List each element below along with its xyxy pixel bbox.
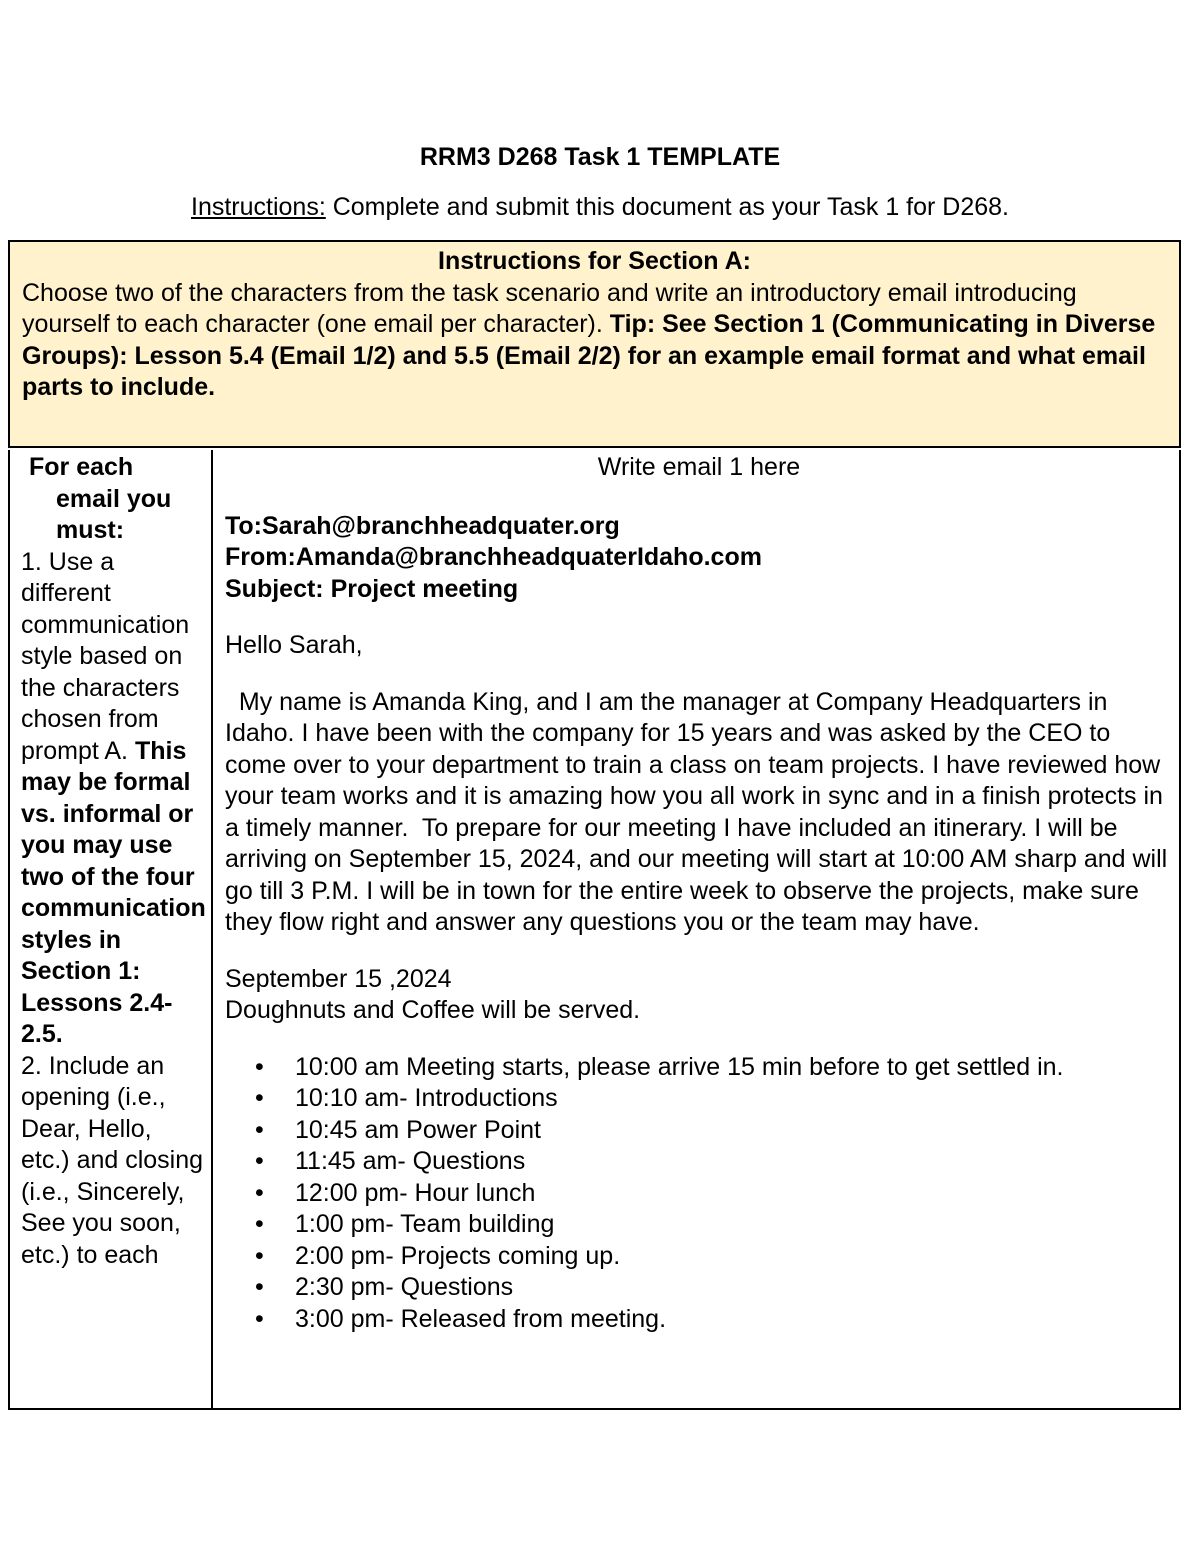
- agenda-item: • 2:30 pm- Questions: [225, 1272, 1173, 1304]
- requirement-2: 2. Include an opening (i.e., Dear, Hello, etc.) and closing (i.e., Sincerely, See you soon, etc.) to each: [21, 1051, 204, 1269]
- requirements-heading: [21, 452, 207, 547]
- agenda-item: • 11:45 am- Questions: [225, 1146, 1173, 1178]
- agenda-item: • 12:00 pm- Hour lunch: [225, 1178, 1173, 1210]
- email-table: [8, 450, 1181, 1410]
- email-from: From:Amanda@branchheadquaterIdaho.com: [225, 543, 762, 571]
- instructions-text: Complete and submit this document as your Task 1 for D268.: [325, 193, 1009, 221]
- email-body: My name is Amanda King, and I am the manager at Company Headquarters in Idaho. I have been with the company for 15 years and was asked by the CEO to come over to your department to train a class on team projects. I have reviewed how your team works and it is amazing how you all work in sync and in a finish protects in a timely manner. To prepare for our meeting I have included an itinerary. I will be arriving on September 15, 2024, and our meeting will start at 10:00 AM sharp and will go till 3 P.M. I will be in town for the entire week to observe the projects, make sure they flow right and answer any questions you or the team may have.: [225, 687, 1175, 936]
- agenda-item: • 10:45 am Power Point: [225, 1115, 1173, 1147]
- requirement-1: [21, 547, 207, 1051]
- requirement-1-text: 1. Use a different communication style based on the characters chosen from prompt A.: [21, 547, 190, 765]
- document-title: RRM3 D268 Task 1 TEMPLATE: [419, 143, 781, 171]
- requirements-heading-first: For each: [29, 453, 134, 481]
- email-prompt: Write email 1 here: [597, 453, 801, 481]
- email-subject: Subject: Project meeting: [225, 574, 519, 603]
- section-a-tip: Tip: See Section 1 (Communicating in Diverse Groups): Lesson 5.4 (Email 1/2) and 5.5 (Email 2/2) for an example email format and what email parts to include.: [22, 310, 1156, 401]
- agenda-item: • 10:10 am- Introductions: [225, 1083, 1173, 1115]
- section-a-heading: Instructions for Section A:: [438, 247, 751, 275]
- agenda-item: • 3:00 pm- Released from meeting.: [225, 1304, 1173, 1336]
- requirements-heading-rest: email you must:: [56, 484, 172, 544]
- section-a-instructions-box: [8, 240, 1181, 448]
- email-to: To:Sarah@branchheadquater.org: [225, 511, 620, 540]
- email-date: September 15 ,2024: [225, 964, 452, 993]
- section-a-body: [22, 278, 1167, 404]
- email-refreshments: Doughnuts and Coffee will be served.: [225, 996, 641, 1024]
- instructions-line: [0, 190, 1200, 224]
- instructions-label: Instructions:: [191, 193, 326, 221]
- agenda-item: • 2:00 pm- Projects coming up.: [225, 1241, 1173, 1273]
- email-column: [213, 450, 1179, 1408]
- requirements-column: [10, 450, 213, 1408]
- agenda-item: • 1:00 pm- Team building: [225, 1209, 1173, 1241]
- agenda-item: • 10:00 am Meeting starts, please arrive 15 min before to get settled in.: [225, 1052, 1173, 1084]
- email-greeting: Hello Sarah,: [225, 631, 363, 659]
- section-a-body-text: Choose two of the characters from the task scenario and write an introductory email introducing yourself to each character (one email per character).: [22, 278, 1077, 338]
- agenda-list: [225, 1052, 1173, 1336]
- requirement-1-note: This may be formal vs. informal or you may use two of the four communication styles in Section 1: Lessons 2.4-2.5.: [21, 736, 206, 1048]
